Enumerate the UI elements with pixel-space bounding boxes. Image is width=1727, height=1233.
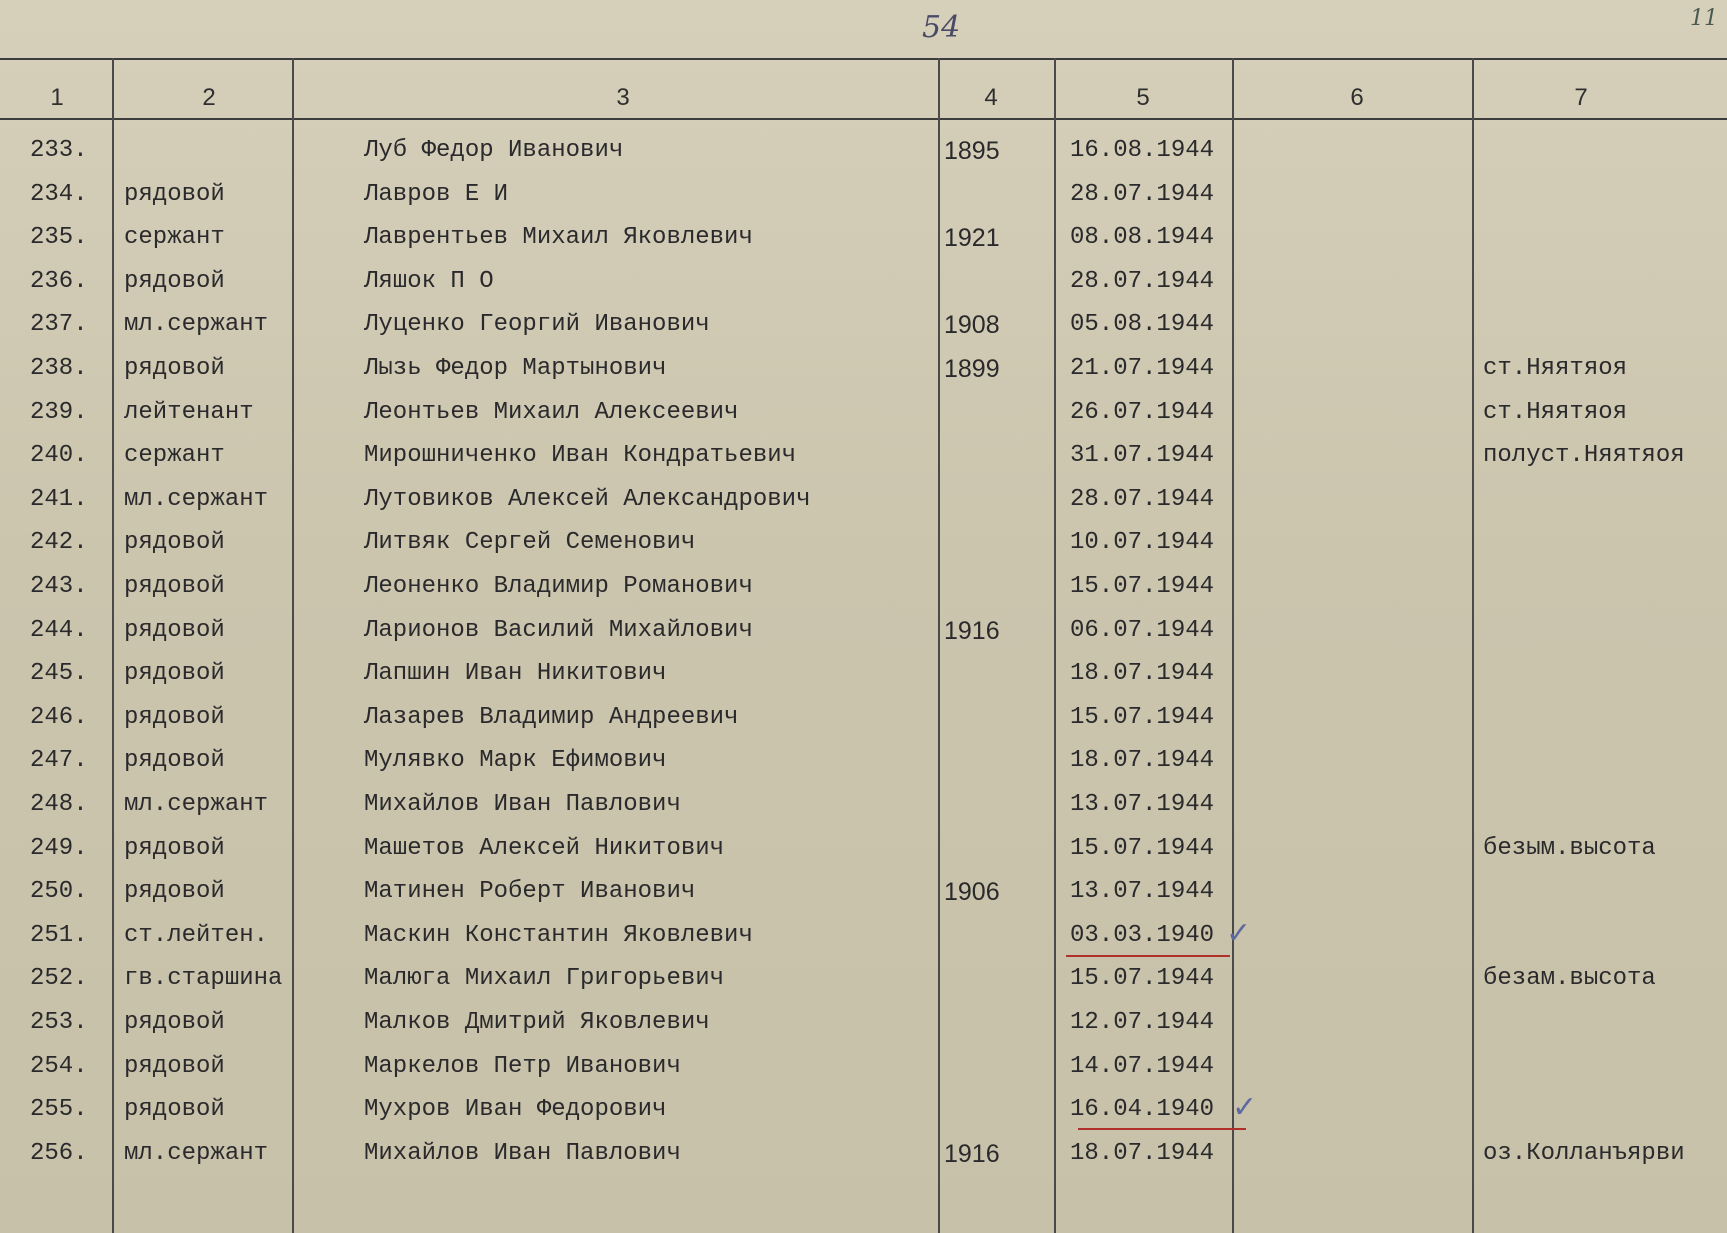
entry-number: 249. [30, 834, 88, 862]
entry-number: 235. [30, 224, 88, 252]
column-header-3: 3 [616, 84, 630, 111]
red-underline [1078, 1128, 1246, 1130]
entry-name: Мулявко Марк Ефимович [364, 747, 667, 775]
entry-rank: рядовой [124, 1052, 225, 1080]
entry-name: Лутовиков Алексей Александрович [364, 485, 811, 513]
entry-date: 10.07.1944 [1070, 529, 1215, 557]
entry-date: 16.08.1944 [1070, 137, 1215, 164]
entry-rank: рядовой [124, 703, 225, 731]
entry-number: 236. [30, 267, 88, 295]
entry-name: Мухров Иван Федорович [364, 1096, 667, 1124]
entry-date: 12.07.1944 [1070, 1009, 1215, 1036]
entry-name: Машетов Алексей Никитович [364, 834, 725, 862]
entry-date: 14.07.1944 [1070, 1052, 1215, 1080]
entry-date: 15.07.1944 [1070, 703, 1215, 731]
entry-place: ст.Няятяоя [1483, 355, 1628, 382]
entry-rank: мл.сержант [124, 1139, 269, 1167]
entry-name: Леонтьев Михаил Алексеевич [364, 398, 739, 426]
entry-number: 234. [30, 180, 88, 208]
column-header-5: 5 [1136, 84, 1150, 111]
entry-number: 248. [30, 791, 88, 818]
entry-name: Литвяк Сергей Семенович [364, 529, 696, 557]
entry-birth-year: 1916 [944, 616, 1000, 645]
entry-name: Михайлов Иван Павлович [364, 791, 681, 818]
entry-name: Малюга Михаил Григорьевич [364, 965, 725, 993]
entry-birth-year: 1916 [944, 1139, 1000, 1168]
entry-number: 256. [30, 1139, 88, 1167]
entry-name: Маскин Константин Яковлевич [364, 921, 753, 949]
list-item [0, 747, 1727, 789]
entry-name: Лазарев Владимир Андреевич [364, 703, 739, 731]
entry-rank: мл.сержант [124, 311, 269, 339]
entry-rank: рядовой [124, 180, 225, 208]
entry-number: 253. [30, 1009, 88, 1036]
entry-date: 18.07.1944 [1070, 747, 1215, 775]
entry-name: Матинен Роберт Иванович [364, 878, 696, 906]
entry-name: Ляшок П О [364, 267, 494, 295]
entry-name: Лавров Е И [364, 180, 509, 208]
entry-date: 13.07.1944 [1070, 791, 1215, 818]
list-item [0, 442, 1727, 484]
entry-name: Лаврентьев Михаил Яковлевич [364, 224, 753, 252]
entry-rank: рядовой [124, 616, 225, 644]
check-mark-icon: ✓ [1226, 916, 1252, 951]
entry-name: Михайлов Иван Павлович [364, 1139, 681, 1167]
entry-date: 28.07.1944 [1070, 180, 1215, 208]
entry-name: Мирошниченко Иван Кондратьевич [364, 442, 797, 470]
entry-rank: рядовой [124, 878, 225, 906]
list-item [0, 355, 1727, 397]
entry-number: 237. [30, 311, 88, 339]
list-item [0, 181, 1727, 223]
column-header-7: 7 [1574, 84, 1588, 111]
entry-rank: мл.сержант [124, 485, 269, 513]
entry-date: 18.07.1944 [1070, 1139, 1215, 1167]
entry-number: 241. [30, 485, 88, 513]
list-item [0, 835, 1727, 877]
list-item [0, 1096, 1727, 1138]
entry-number: 254. [30, 1052, 88, 1080]
entry-date: 15.07.1944 [1070, 573, 1215, 600]
list-item [0, 399, 1727, 441]
entry-rank: гв.старшина [124, 965, 283, 993]
list-item [0, 878, 1727, 920]
entry-rank: рядовой [124, 267, 225, 295]
entry-date: 16.04.1940 [1070, 1096, 1215, 1124]
entry-birth-year: 1908 [944, 311, 1000, 340]
entry-place: полуст.Няятяоя [1483, 442, 1685, 470]
entry-number: 245. [30, 660, 88, 688]
list-item [0, 311, 1727, 353]
entry-name: Луб Федор Иванович [364, 137, 624, 164]
corner-sheet-mark: 11 [1690, 6, 1718, 31]
entry-date: 13.07.1944 [1070, 878, 1215, 906]
list-item [0, 486, 1727, 528]
entry-rank: рядовой [124, 1096, 225, 1124]
list-item [0, 704, 1727, 746]
entry-date: 21.07.1944 [1070, 355, 1215, 382]
list-item [0, 529, 1727, 571]
entry-name: Лапшин Иван Никитович [364, 660, 667, 688]
entry-number: 242. [30, 529, 88, 557]
column-header-6: 6 [1350, 84, 1364, 111]
header-bottom-rule [0, 118, 1727, 120]
entry-number: 255. [30, 1096, 88, 1124]
table-top-rule [0, 58, 1727, 60]
entry-number: 233. [30, 137, 88, 164]
entry-number: 238. [30, 355, 88, 382]
entry-rank: сержант [124, 442, 225, 470]
entry-rank: лейтенант [124, 398, 254, 426]
entry-number: 243. [30, 573, 88, 600]
list-item [0, 1053, 1727, 1095]
entry-place: безам.высота [1483, 965, 1656, 993]
entry-birth-year: 1895 [944, 137, 1000, 165]
entry-name: Ларионов Василий Михайлович [364, 616, 753, 644]
entry-rank: рядовой [124, 660, 225, 688]
entry-birth-year: 1906 [944, 878, 1000, 907]
entry-number: 251. [30, 921, 88, 949]
list-item [0, 224, 1727, 266]
entry-rank: рядовой [124, 747, 225, 775]
entry-date: 06.07.1944 [1070, 616, 1215, 644]
list-item [0, 965, 1727, 1007]
list-item [0, 660, 1727, 702]
list-item [0, 617, 1727, 659]
red-underline [1066, 955, 1230, 957]
entry-date: 15.07.1944 [1070, 834, 1215, 862]
entry-rank: рядовой [124, 355, 225, 382]
entry-number: 239. [30, 398, 88, 426]
entry-number: 246. [30, 703, 88, 731]
list-item [0, 268, 1727, 310]
entry-date: 15.07.1944 [1070, 965, 1215, 993]
entry-rank: рядовой [124, 529, 225, 557]
entry-date: 05.08.1944 [1070, 311, 1215, 339]
entry-name: Маркелов Петр Иванович [364, 1052, 681, 1080]
entry-date: 31.07.1944 [1070, 442, 1215, 470]
entry-number: 247. [30, 747, 88, 775]
column-header-2: 2 [202, 84, 216, 111]
entry-date: 18.07.1944 [1070, 660, 1215, 688]
column-header-1: 1 [50, 84, 64, 111]
entry-name: Лызь Федор Мартынович [364, 355, 667, 382]
entry-birth-year: 1921 [944, 224, 1000, 253]
entry-name: Малков Дмитрий Яковлевич [364, 1009, 710, 1036]
column-header-4: 4 [984, 84, 998, 111]
entry-date: 03.03.1940 [1070, 921, 1215, 949]
entry-date: 26.07.1944 [1070, 398, 1215, 426]
entry-place: ст.Няятяоя [1483, 398, 1628, 426]
entry-number: 244. [30, 616, 88, 644]
entry-number: 250. [30, 878, 88, 906]
entry-place: оз.Колланъярви [1483, 1139, 1685, 1167]
entry-rank: сержант [124, 224, 225, 252]
check-mark-icon: ✓ [1232, 1090, 1258, 1125]
entry-number: 252. [30, 965, 88, 993]
list-item [0, 573, 1727, 615]
list-item [0, 791, 1727, 833]
entry-rank: рядовой [124, 573, 225, 600]
entry-rank: мл.сержант [124, 791, 269, 818]
entry-date: 08.08.1944 [1070, 224, 1215, 252]
entry-date: 28.07.1944 [1070, 485, 1215, 513]
entry-birth-year: 1899 [944, 355, 1000, 383]
entry-number: 240. [30, 442, 88, 470]
list-item [0, 137, 1727, 179]
entry-date: 28.07.1944 [1070, 267, 1215, 295]
entry-place: безым.высота [1483, 834, 1656, 862]
entry-name: Луценко Георгий Иванович [364, 311, 710, 339]
entry-rank: ст.лейтен. [124, 921, 269, 949]
list-item [0, 1140, 1727, 1182]
entry-name: Леоненко Владимир Романович [364, 573, 753, 600]
list-item [0, 1009, 1727, 1051]
entry-rank: рядовой [124, 834, 225, 862]
handwritten-page-number: 54 [922, 10, 961, 45]
entry-rank: рядовой [124, 1009, 225, 1036]
list-item [0, 922, 1727, 964]
